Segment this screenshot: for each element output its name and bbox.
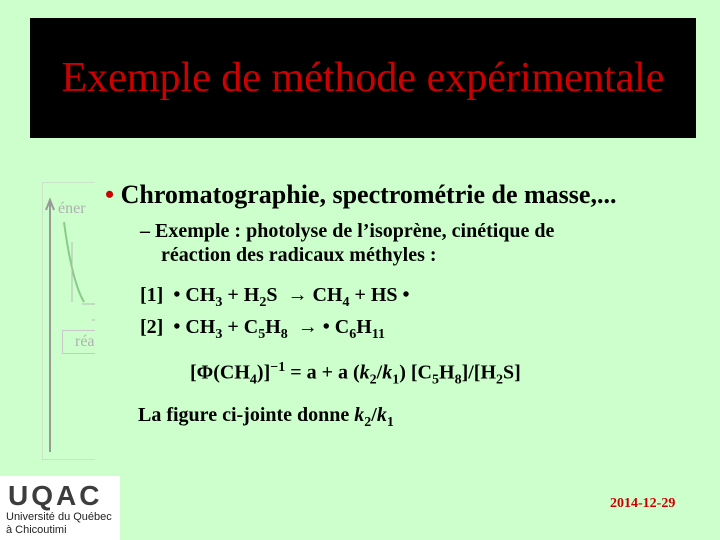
formula-part: H [243,284,260,306]
formula-part: [Φ(CH [190,361,250,384]
logo-subtitle-2: à Chicoutimi [6,524,67,536]
arrow-icon: → [297,316,318,338]
subscript: 6 [349,327,357,342]
rate-constant: k [382,361,393,384]
formula-part: HS [370,284,398,306]
subscript: 2 [259,295,267,310]
subscript: 4 [249,372,257,388]
subscript: 3 [215,327,223,342]
energy-axis-label: éner [58,200,86,217]
radical-dot: • [173,316,181,338]
formula-part: H [356,316,372,338]
subscript: 5 [258,327,266,342]
formula-part: C [243,316,259,338]
radical-dot: • [173,284,181,306]
formula-part: = a + a ( [285,361,360,384]
subscript: 1 [392,372,400,388]
slide-title: Exemple de méthode expérimentale [61,55,665,101]
figure-note [138,404,394,431]
reactants-label: réa [75,333,95,350]
logo-subtitle-1: Université du Québec [6,511,112,523]
radical-dot: • [322,316,330,338]
rate-constant: k [359,361,370,384]
bullet-text: Chromatographie, spectrométrie de masse,... [114,180,617,209]
formula-part: H [265,316,281,338]
sub-bullet-line-2: réaction des radicaux méthyles : [161,244,437,266]
plus-sign: + [227,316,239,338]
formula-part: S] [503,361,521,384]
subscript: 4 [342,295,350,310]
bullet-marker: • [105,180,115,209]
note-text: La figure ci-jointe donne [138,404,355,426]
subscript: 11 [371,327,386,342]
main-bullet [105,180,616,210]
formula-part: CH [185,316,216,338]
formula-part: S [266,284,278,306]
subscript: 2 [496,372,503,388]
superscript: −1 [270,360,286,375]
plus-sign: + [354,284,366,306]
formula-part: H [439,361,455,384]
formula-part: C [334,316,350,338]
reaction-2 [140,316,385,343]
energy-curve [64,222,84,302]
reaction-tag: [1] [140,284,164,306]
formula-part: CH [185,284,216,306]
rate-constant: k [376,404,387,426]
formula-part: CH [312,284,343,306]
subscript: 1 [386,415,394,430]
formula-part: ]/[H [461,361,496,384]
logo-wordmark: UQAC [8,480,103,511]
sub-bullet-line-1 [140,220,554,243]
formula-part: )] [256,361,271,384]
sub-bullet-marker: – [140,220,150,242]
subscript: 8 [280,327,288,342]
rate-constant: k [354,404,365,426]
formula-part: / [376,361,383,384]
plus-sign: + [227,284,239,306]
sub-bullet-text-1: Exemple : photolyse de l’isoprène, cinétique de [150,220,555,242]
slide-date: 2014-12-29 [610,496,676,511]
subscript: 5 [432,372,439,388]
formula-part: ) [C [399,361,432,384]
reaction-1 [140,284,410,311]
subscript: 2 [364,415,372,430]
subscript: 8 [454,372,462,388]
radical-dot: • [402,284,410,306]
formula-part: / [371,404,377,426]
rate-equation [190,360,521,389]
title-banner [30,18,696,138]
subscript: 2 [369,372,377,388]
reaction-tag: [2] [140,316,164,338]
subscript: 3 [215,295,223,310]
arrow-icon: → [287,284,308,306]
